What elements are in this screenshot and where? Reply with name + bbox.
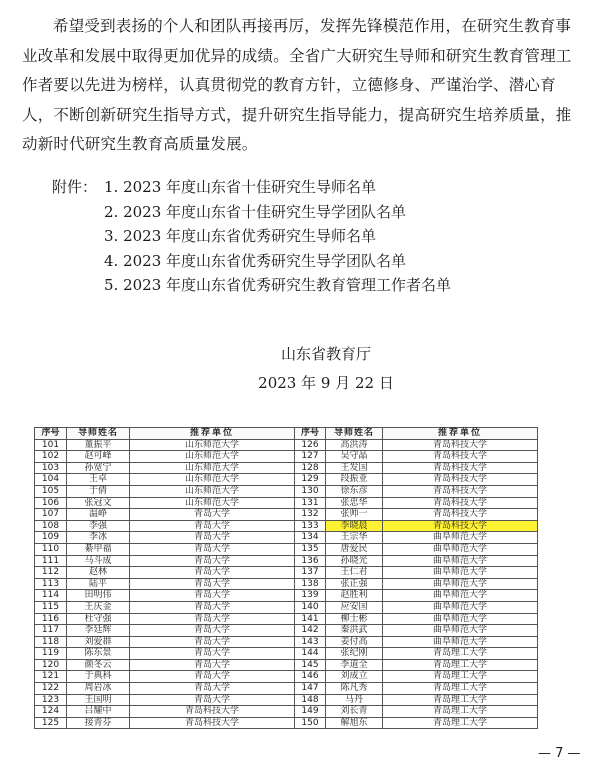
table-cell: 青岛大学 <box>130 601 295 613</box>
table-cell: 赵可峰 <box>67 451 130 463</box>
table-cell: 赵胜利 <box>326 590 383 602</box>
table-cell: 张冠文 <box>67 497 130 509</box>
table-cell: 青岛理工大学 <box>383 659 538 671</box>
table-cell: 曲阜师范大学 <box>383 613 538 625</box>
table-cell: 104 <box>35 474 67 486</box>
table-cell: 张正强 <box>326 578 383 590</box>
table-cell: 青岛大学 <box>130 578 295 590</box>
table-row <box>35 509 538 521</box>
table-row <box>35 648 538 660</box>
table-cell: 123 <box>35 694 67 706</box>
table-cell: 陆平 <box>67 578 130 590</box>
table-cell: 吴守晶 <box>326 451 383 463</box>
table-cell: 王卓 <box>67 474 130 486</box>
table-cell: 142 <box>295 625 326 637</box>
table-cell: 145 <box>295 659 326 671</box>
table-cell: 李强 <box>67 520 130 532</box>
table-cell: 青岛大学 <box>130 625 295 637</box>
table-row <box>35 555 538 567</box>
table-cell: 綦甲福 <box>67 543 130 555</box>
table-cell: 150 <box>295 717 326 729</box>
table-cell: 曲阜师范大学 <box>383 625 538 637</box>
table-cell: 135 <box>295 543 326 555</box>
table-cell: 接青芬 <box>67 717 130 729</box>
table-cell: 青岛理工大学 <box>383 683 538 695</box>
table-cell: 山东师范大学 <box>130 439 295 451</box>
table-cell: 126 <box>295 439 326 451</box>
table-row <box>35 613 538 625</box>
table-row <box>35 694 538 706</box>
table-cell: 唐爱民 <box>326 543 383 555</box>
mentor-table <box>34 427 538 729</box>
attachment-item: 1. 2023 年度山东省十佳研究生导师名单 <box>104 178 377 196</box>
table-cell: 应安国 <box>326 601 383 613</box>
table-cell: 王宗华 <box>326 532 383 544</box>
table-cell: 柳士彬 <box>326 613 383 625</box>
table-cell: 杜守强 <box>67 613 130 625</box>
header-cell: 推荐单位 <box>383 428 538 440</box>
table-cell: 刘成立 <box>326 671 383 683</box>
table-cell: 青岛科技大学 <box>383 474 538 486</box>
table-cell: 曲阜师范大学 <box>383 636 538 648</box>
table-cell: 115 <box>35 601 67 613</box>
table-cell: 青岛大学 <box>130 520 295 532</box>
table-cell: 山东师范大学 <box>130 497 295 509</box>
table-cell: 138 <box>295 578 326 590</box>
header-cell: 序号 <box>35 428 67 440</box>
table-cell: 101 <box>35 439 67 451</box>
table-cell: 120 <box>35 659 67 671</box>
table-cell: 103 <box>35 462 67 474</box>
table-cell: 132 <box>295 509 326 521</box>
table-cell: 108 <box>35 520 67 532</box>
table-cell: 李廷辉 <box>67 625 130 637</box>
table-cell: 124 <box>35 706 67 718</box>
table-row <box>35 497 538 509</box>
table-cell: 137 <box>295 567 326 579</box>
table-cell: 王国明 <box>67 694 130 706</box>
table-cell: 李晓晨 <box>326 520 383 532</box>
table-cell: 127 <box>295 451 326 463</box>
table-cell: 秦洪武 <box>326 625 383 637</box>
table-cell: 134 <box>295 532 326 544</box>
table-cell: 125 <box>35 717 67 729</box>
table-row <box>35 462 538 474</box>
table-cell: 149 <box>295 706 326 718</box>
table-cell: 田明伟 <box>67 590 130 602</box>
table-cell: 136 <box>295 555 326 567</box>
table-cell: 111 <box>35 555 67 567</box>
attachment-item: 2. 2023 年度山东省十佳研究生导学团队名单 <box>104 202 407 221</box>
table-cell: 青岛科技大学 <box>383 520 538 532</box>
table-cell: 青岛科技大学 <box>130 717 295 729</box>
table-cell: 109 <box>35 532 67 544</box>
table-cell: 曲阜师范大学 <box>383 601 538 613</box>
attachment-item: 4. 2023 年度山东省优秀研究生导学团队名单 <box>104 251 407 270</box>
table-cell: 山东师范大学 <box>130 485 295 497</box>
table-cell: 青岛科技大学 <box>383 485 538 497</box>
table-cell: 143 <box>295 636 326 648</box>
table-cell: 周岩冰 <box>67 683 130 695</box>
issue-date: 2023 年 9 月 22 日 <box>258 374 394 392</box>
table-cell: 曲阜师范大学 <box>383 578 538 590</box>
table-cell: 129 <box>295 474 326 486</box>
table-cell: 青岛大学 <box>130 636 295 648</box>
table-cell: 128 <box>295 462 326 474</box>
table-cell: 青岛科技大学 <box>383 497 538 509</box>
attachment-item: 3. 2023 年度山东省优秀研究生导师名单 <box>104 227 377 245</box>
table-cell: 李道全 <box>326 659 383 671</box>
table-cell: 孙宽宁 <box>67 462 130 474</box>
table-cell: 陈凡秀 <box>326 683 383 695</box>
table-cell: 118 <box>35 636 67 648</box>
page-number: — 7 — <box>538 746 581 761</box>
table-cell: 青岛大学 <box>130 683 295 695</box>
table-row <box>35 590 538 602</box>
table-row <box>35 659 538 671</box>
table-cell: 于倩 <box>67 485 130 497</box>
table-cell: 温峥 <box>67 509 130 521</box>
table-row <box>35 625 538 637</box>
table-cell: 青岛大学 <box>130 567 295 579</box>
table-cell: 孙晓光 <box>326 555 383 567</box>
table-cell: 吕耀中 <box>67 706 130 718</box>
table-row <box>35 451 538 463</box>
table-cell: 张忠华 <box>326 497 383 509</box>
table-cell: 102 <box>35 451 67 463</box>
table-cell: 130 <box>295 485 326 497</box>
body-paragraph: 希望受到表扬的个人和团队再接再厉，发挥先锋模范作用，在研究生教育事业改革和发展中取得更加优异的成绩。全省广大研究生导师和研究生教育管理工作者要以先进为榜样，认真贯彻党的教育方针，立德修身、严谨治学、潜心育人，不断创新研究生指导方式，提升研究生指导能力，提高研究生培养质量，推动新时代研究生教育高质量发展。 <box>22 17 572 154</box>
table-cell: 颜冬云 <box>67 659 130 671</box>
table-row <box>35 532 538 544</box>
table-row <box>35 601 538 613</box>
table-cell: 107 <box>35 509 67 521</box>
table-cell: 段振亚 <box>326 474 383 486</box>
table-cell: 青岛大学 <box>130 659 295 671</box>
table-cell: 青岛科技大学 <box>130 706 295 718</box>
table-cell: 青岛大学 <box>130 694 295 706</box>
table-cell: 李冰 <box>67 532 130 544</box>
table-cell: 青岛理工大学 <box>383 717 538 729</box>
table-cell: 147 <box>295 683 326 695</box>
table-cell: 王发国 <box>326 462 383 474</box>
table-cell: 131 <box>295 497 326 509</box>
table-cell: 青岛科技大学 <box>383 462 538 474</box>
table-cell: 121 <box>35 671 67 683</box>
table-row <box>35 567 538 579</box>
table-cell: 122 <box>35 683 67 695</box>
header-cell: 导师姓名 <box>67 428 130 440</box>
table-cell: 青岛理工大学 <box>383 694 538 706</box>
table-row <box>35 520 538 532</box>
table-cell: 青岛大学 <box>130 543 295 555</box>
table-cell: 青岛科技大学 <box>383 509 538 521</box>
table-cell: 解旭东 <box>326 717 383 729</box>
table-row <box>35 636 538 648</box>
attachments-label: 附件： <box>52 178 98 196</box>
table-cell: 140 <box>295 601 326 613</box>
table-cell: 青岛大学 <box>130 613 295 625</box>
table-cell: 徐东彦 <box>326 485 383 497</box>
table-cell: 高洪涛 <box>326 439 383 451</box>
table-cell: 刘长青 <box>326 706 383 718</box>
attachments-list <box>52 175 451 298</box>
table-cell: 117 <box>35 625 67 637</box>
table-cell: 曲阜师范大学 <box>383 567 538 579</box>
table-cell: 青岛科技大学 <box>383 439 538 451</box>
table-cell: 青岛理工大学 <box>383 671 538 683</box>
table-cell: 刘爱群 <box>67 636 130 648</box>
table-cell: 曲阜师范大学 <box>383 532 538 544</box>
table-cell: 张帅一 <box>326 509 383 521</box>
table-cell: 141 <box>295 613 326 625</box>
header-cell: 导师姓名 <box>326 428 383 440</box>
table-cell: 于典科 <box>67 671 130 683</box>
table-cell: 山东师范大学 <box>130 474 295 486</box>
table-cell: 青岛大学 <box>130 555 295 567</box>
table-cell: 曲阜师范大学 <box>383 543 538 555</box>
table-cell: 山东师范大学 <box>130 451 295 463</box>
table-cell: 王庆金 <box>67 601 130 613</box>
table-cell: 119 <box>35 648 67 660</box>
header-cell: 序号 <box>295 428 326 440</box>
table-header-row <box>35 428 538 440</box>
table-cell: 陈东景 <box>67 648 130 660</box>
table-cell: 青岛科技大学 <box>383 451 538 463</box>
header-cell: 推荐单位 <box>130 428 295 440</box>
table-row <box>35 706 538 718</box>
table-cell: 赵林 <box>67 567 130 579</box>
table-cell: 曲阜师范大学 <box>383 590 538 602</box>
table-row <box>35 543 538 555</box>
table-cell: 山东师范大学 <box>130 462 295 474</box>
table-cell: 青岛理工大学 <box>383 706 538 718</box>
table-cell: 105 <box>35 485 67 497</box>
table-row <box>35 439 538 451</box>
table-cell: 110 <box>35 543 67 555</box>
issuing-organization: 山东省教育厅 <box>280 345 371 363</box>
table-row <box>35 485 538 497</box>
table-cell: 曲阜师范大学 <box>383 555 538 567</box>
table-row <box>35 671 538 683</box>
table-cell: 姜付高 <box>326 636 383 648</box>
table-cell: 青岛理工大学 <box>383 648 538 660</box>
table-cell: 139 <box>295 590 326 602</box>
table-cell: 114 <box>35 590 67 602</box>
table-cell: 106 <box>35 497 67 509</box>
table-cell: 马丹 <box>326 694 383 706</box>
table-cell: 133 <box>295 520 326 532</box>
table-cell: 146 <box>295 671 326 683</box>
table-cell: 116 <box>35 613 67 625</box>
table-cell: 青岛大学 <box>130 590 295 602</box>
table-cell: 青岛大学 <box>130 509 295 521</box>
table-cell: 张纪刚 <box>326 648 383 660</box>
table-cell: 青岛大学 <box>130 532 295 544</box>
table-cell: 马斗成 <box>67 555 130 567</box>
attachment-item: 5. 2023 年度山东省优秀研究生教育管理工作者名单 <box>104 276 452 294</box>
table-cell: 青岛大学 <box>130 671 295 683</box>
table-row <box>35 717 538 729</box>
table-cell: 董振平 <box>67 439 130 451</box>
table-cell: 148 <box>295 694 326 706</box>
table-cell: 144 <box>295 648 326 660</box>
table-cell: 113 <box>35 578 67 590</box>
table-row <box>35 683 538 695</box>
table-cell: 王仁君 <box>326 567 383 579</box>
table-cell: 青岛大学 <box>130 648 295 660</box>
table-row <box>35 474 538 486</box>
table-row <box>35 578 538 590</box>
table-cell: 112 <box>35 567 67 579</box>
